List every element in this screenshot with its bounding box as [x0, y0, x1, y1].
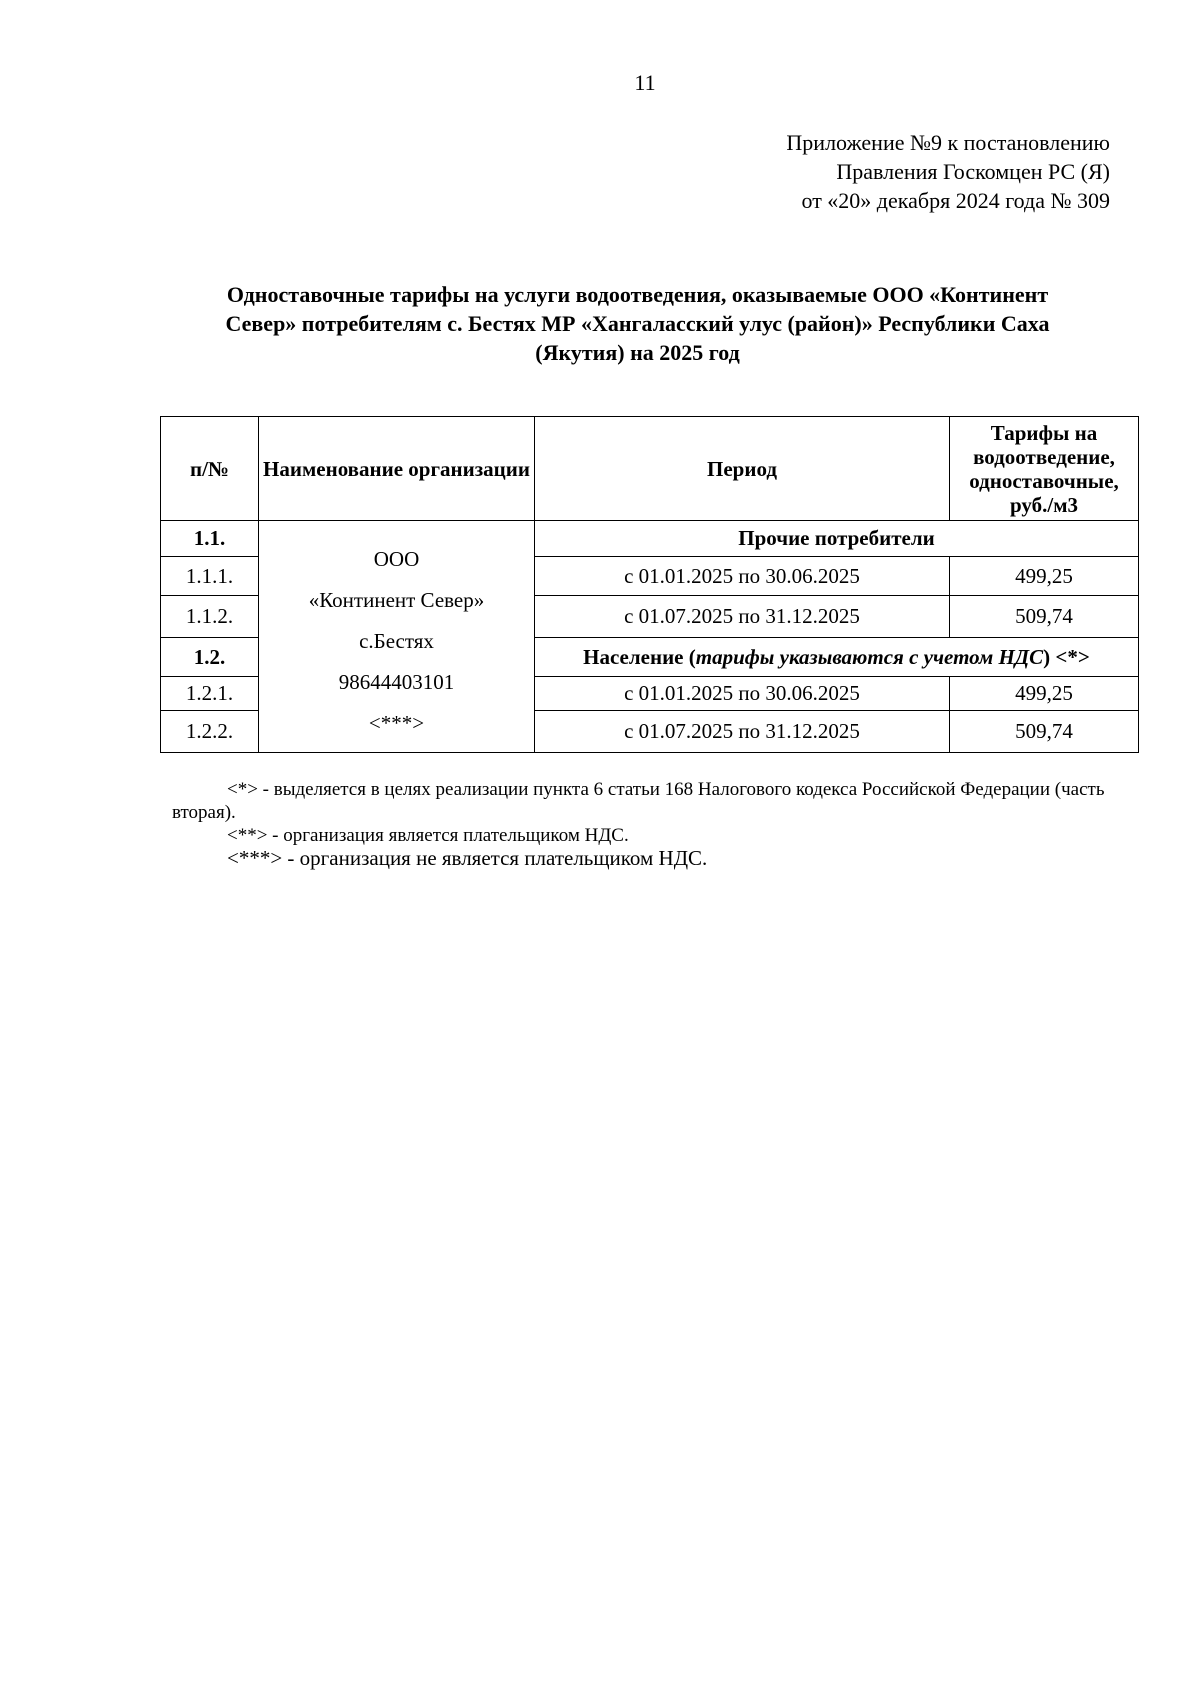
row-tariff: 499,25 — [950, 556, 1139, 595]
title-line-1: Одноставочные тарифы на услуги водоотведения, оказываемые ООО «Континент — [226, 282, 1049, 307]
section-title-2-end: ) <*> — [1043, 645, 1090, 669]
row-num: 1.2.2. — [161, 710, 259, 752]
title-line-3: (Якутия) на 2025 год — [535, 340, 740, 365]
row-tariff: 509,74 — [950, 710, 1139, 752]
footnote-2: <**> - организация является плательщиком НДС. — [227, 825, 629, 846]
document-title — [150, 280, 1125, 367]
appendix-reference — [786, 128, 1110, 215]
table-header-row — [161, 417, 1139, 521]
org-line-1: ООО — [373, 547, 420, 571]
row-period: с 01.01.2025 по 30.06.2025 — [535, 677, 950, 711]
appendix-line-1: Приложение №9 к постановлению — [786, 130, 1110, 155]
row-num: 1.1.2. — [161, 595, 259, 637]
appendix-line-3: от «20» декабря 2024 года № 309 — [801, 188, 1110, 213]
row-period: с 01.07.2025 по 31.12.2025 — [535, 595, 950, 637]
header-tariff-line-3: одноставочные, — [969, 468, 1119, 493]
header-tariff-line-4: руб./м3 — [1009, 492, 1078, 517]
page-number: 11 — [634, 70, 656, 95]
tariff-table — [160, 416, 1139, 753]
header-num: п/№ — [161, 417, 259, 521]
row-num: 1.2.1. — [161, 677, 259, 711]
header-period: Период — [535, 417, 950, 521]
section-title-2-italic: тарифы указываются с учетом НДС — [695, 645, 1044, 669]
organization-cell — [259, 521, 535, 753]
org-line-4: 98644403101 — [338, 670, 455, 694]
org-line-2: «Континент Север» — [308, 588, 485, 612]
header-organization: Наименование организации — [259, 417, 535, 521]
header-tariff — [950, 417, 1139, 521]
section-title-1: Прочие потребители — [535, 521, 1139, 557]
section-row-1 — [161, 521, 1139, 557]
footnotes — [172, 778, 1122, 870]
title-line-2: Север» потребителям с. Бестях МР «Хангаласский улус (район)» Республики Саха — [225, 311, 1050, 336]
org-line-5: <***> — [368, 711, 425, 735]
header-tariff-line-2: водоотведение, — [973, 444, 1115, 469]
footnote-3: <***> - организация не является плательщиком НДС. — [227, 846, 708, 870]
row-num: 1.1.1. — [161, 556, 259, 595]
footnote-1: <*> - выделяется в целях реализации пункта 6 статьи 168 Налогового кодекса Российской Федерации (часть вторая). — [172, 779, 1105, 823]
section-title-2-start: Население ( — [583, 645, 696, 669]
row-tariff: 499,25 — [950, 677, 1139, 711]
section-num-2: 1.2. — [161, 638, 259, 677]
row-tariff: 509,74 — [950, 595, 1139, 637]
header-tariff-line-1: Тарифы на — [990, 420, 1098, 445]
org-line-3: с.Бестях — [359, 629, 434, 653]
section-num-1: 1.1. — [161, 521, 259, 557]
appendix-line-2: Правления Госкомцен РС (Я) — [836, 159, 1110, 184]
row-period: с 01.07.2025 по 31.12.2025 — [535, 710, 950, 752]
row-period: с 01.01.2025 по 30.06.2025 — [535, 556, 950, 595]
section-title-2 — [535, 638, 1139, 677]
